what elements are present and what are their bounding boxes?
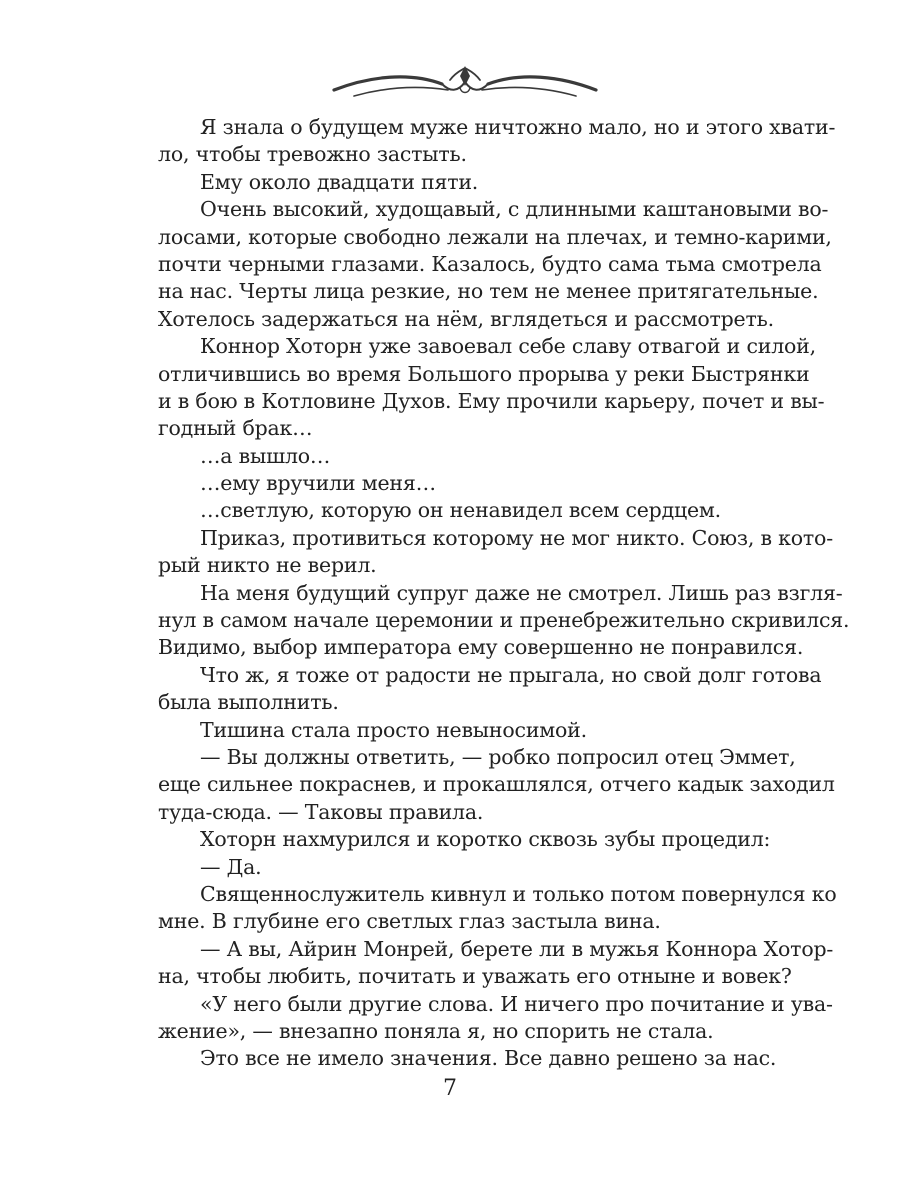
paragraph (158, 881, 837, 936)
paragraph (158, 497, 778, 524)
paragraph (158, 662, 822, 717)
paragraph (158, 744, 835, 826)
text-line: «У него были другие слова. И ничего про почитание и ува- (200, 991, 833, 1016)
text-line: была выполнить. (158, 690, 339, 715)
text-line: Что ж, я тоже от радости не прыгала, но свой долг готова (200, 662, 822, 687)
text-line: Приказ, противиться которому не мог никто. Союз, в кото- (200, 525, 833, 550)
text-line: и в бою в Котловине Духов. Ему прочили карьеру, почет и вы- (158, 388, 825, 413)
paragraph (158, 854, 778, 881)
text-line: Хоторн нахмурился и коротко сквозь зубы процедил: (200, 827, 771, 852)
text-line: на, чтобы любить, почитать и уважать его отныне и вовек? (158, 964, 792, 989)
paragraph (158, 196, 832, 333)
text-line: мне. В глубине его светлых глаз застыла вина. (158, 909, 661, 934)
text-line: на нас. Черты лица резкие, но тем не менее притягательные. (158, 279, 819, 304)
text-line: ло, чтобы тревожно застыть. (158, 142, 467, 167)
text-line: …светлую, которую он ненавидел всем сердцем. (200, 498, 721, 523)
text-line: — Да. (200, 854, 262, 879)
paragraph (158, 991, 833, 1046)
text-line: отличившись во время Большого прорыва у реки Быстрянки (158, 361, 810, 386)
text-line: Коннор Хоторн уже завоевал себе славу отвагой и силой, (200, 334, 816, 359)
paragraph (158, 114, 836, 169)
text-line: …ему вручили меня… (200, 471, 436, 496)
text-line: жение», — внезапно поняла я, но спорить не стала. (158, 1018, 714, 1043)
text-line: Хотелось задержаться на нём, вглядеться и рассмотреть. (158, 306, 774, 331)
text-line: Это все не имело значения. Все давно решено за нас. (200, 1046, 777, 1071)
paragraph (158, 826, 778, 853)
paragraph (158, 333, 825, 443)
text-line: Священнослужитель кивнул и только потом повернулся ко (200, 881, 837, 906)
paragraph (158, 169, 778, 196)
paragraph (158, 525, 833, 580)
text-line: еще сильнее покраснев, и прокашлялся, отчего кадык заходил (158, 772, 835, 797)
text-line: годный брак… (158, 416, 313, 441)
text-line: — А вы, Айрин Монрей, берете ли в мужья Коннора Хотор- (200, 936, 834, 961)
text-line: почти черными глазами. Казалось, будто сама тьма смотрела (158, 251, 822, 276)
text-line: туда-сюда. — Таковы правила. (158, 799, 484, 824)
text-line: Я знала о будущем муже ничтожно мало, но и этого хвати- (200, 115, 836, 139)
decorative-ornament-icon (330, 62, 600, 102)
text-line: …а вышло… (200, 443, 331, 468)
text-line: Видимо, выбор императора ему совершенно не понравился. (158, 635, 804, 660)
page-number: 7 (443, 1076, 457, 1101)
text-line: нул в самом начале церемонии и пренебрежительно скривился. (158, 608, 850, 633)
text-line: Ему около двадцати пяти. (200, 169, 479, 194)
paragraph (158, 470, 778, 497)
paragraph (158, 936, 834, 991)
body-text (158, 114, 850, 1073)
text-line: лосами, которые свободно лежали на плечах, и темно-карими, (158, 224, 832, 249)
paragraph (158, 717, 778, 744)
paragraph (158, 580, 850, 662)
text-line: Тишина стала просто невыносимой. (200, 717, 587, 742)
paragraph (158, 443, 778, 470)
text-line: рый никто не верил. (158, 553, 377, 578)
text-line: — Вы должны ответить, — робко попросил отец Эммет, (200, 744, 796, 769)
text-line: На меня будущий супруг даже не смотрел. Лишь раз взгля- (200, 580, 843, 605)
paragraph (158, 1045, 778, 1072)
text-line: Очень высокий, худощавый, с длинными каштановыми во- (200, 197, 829, 222)
